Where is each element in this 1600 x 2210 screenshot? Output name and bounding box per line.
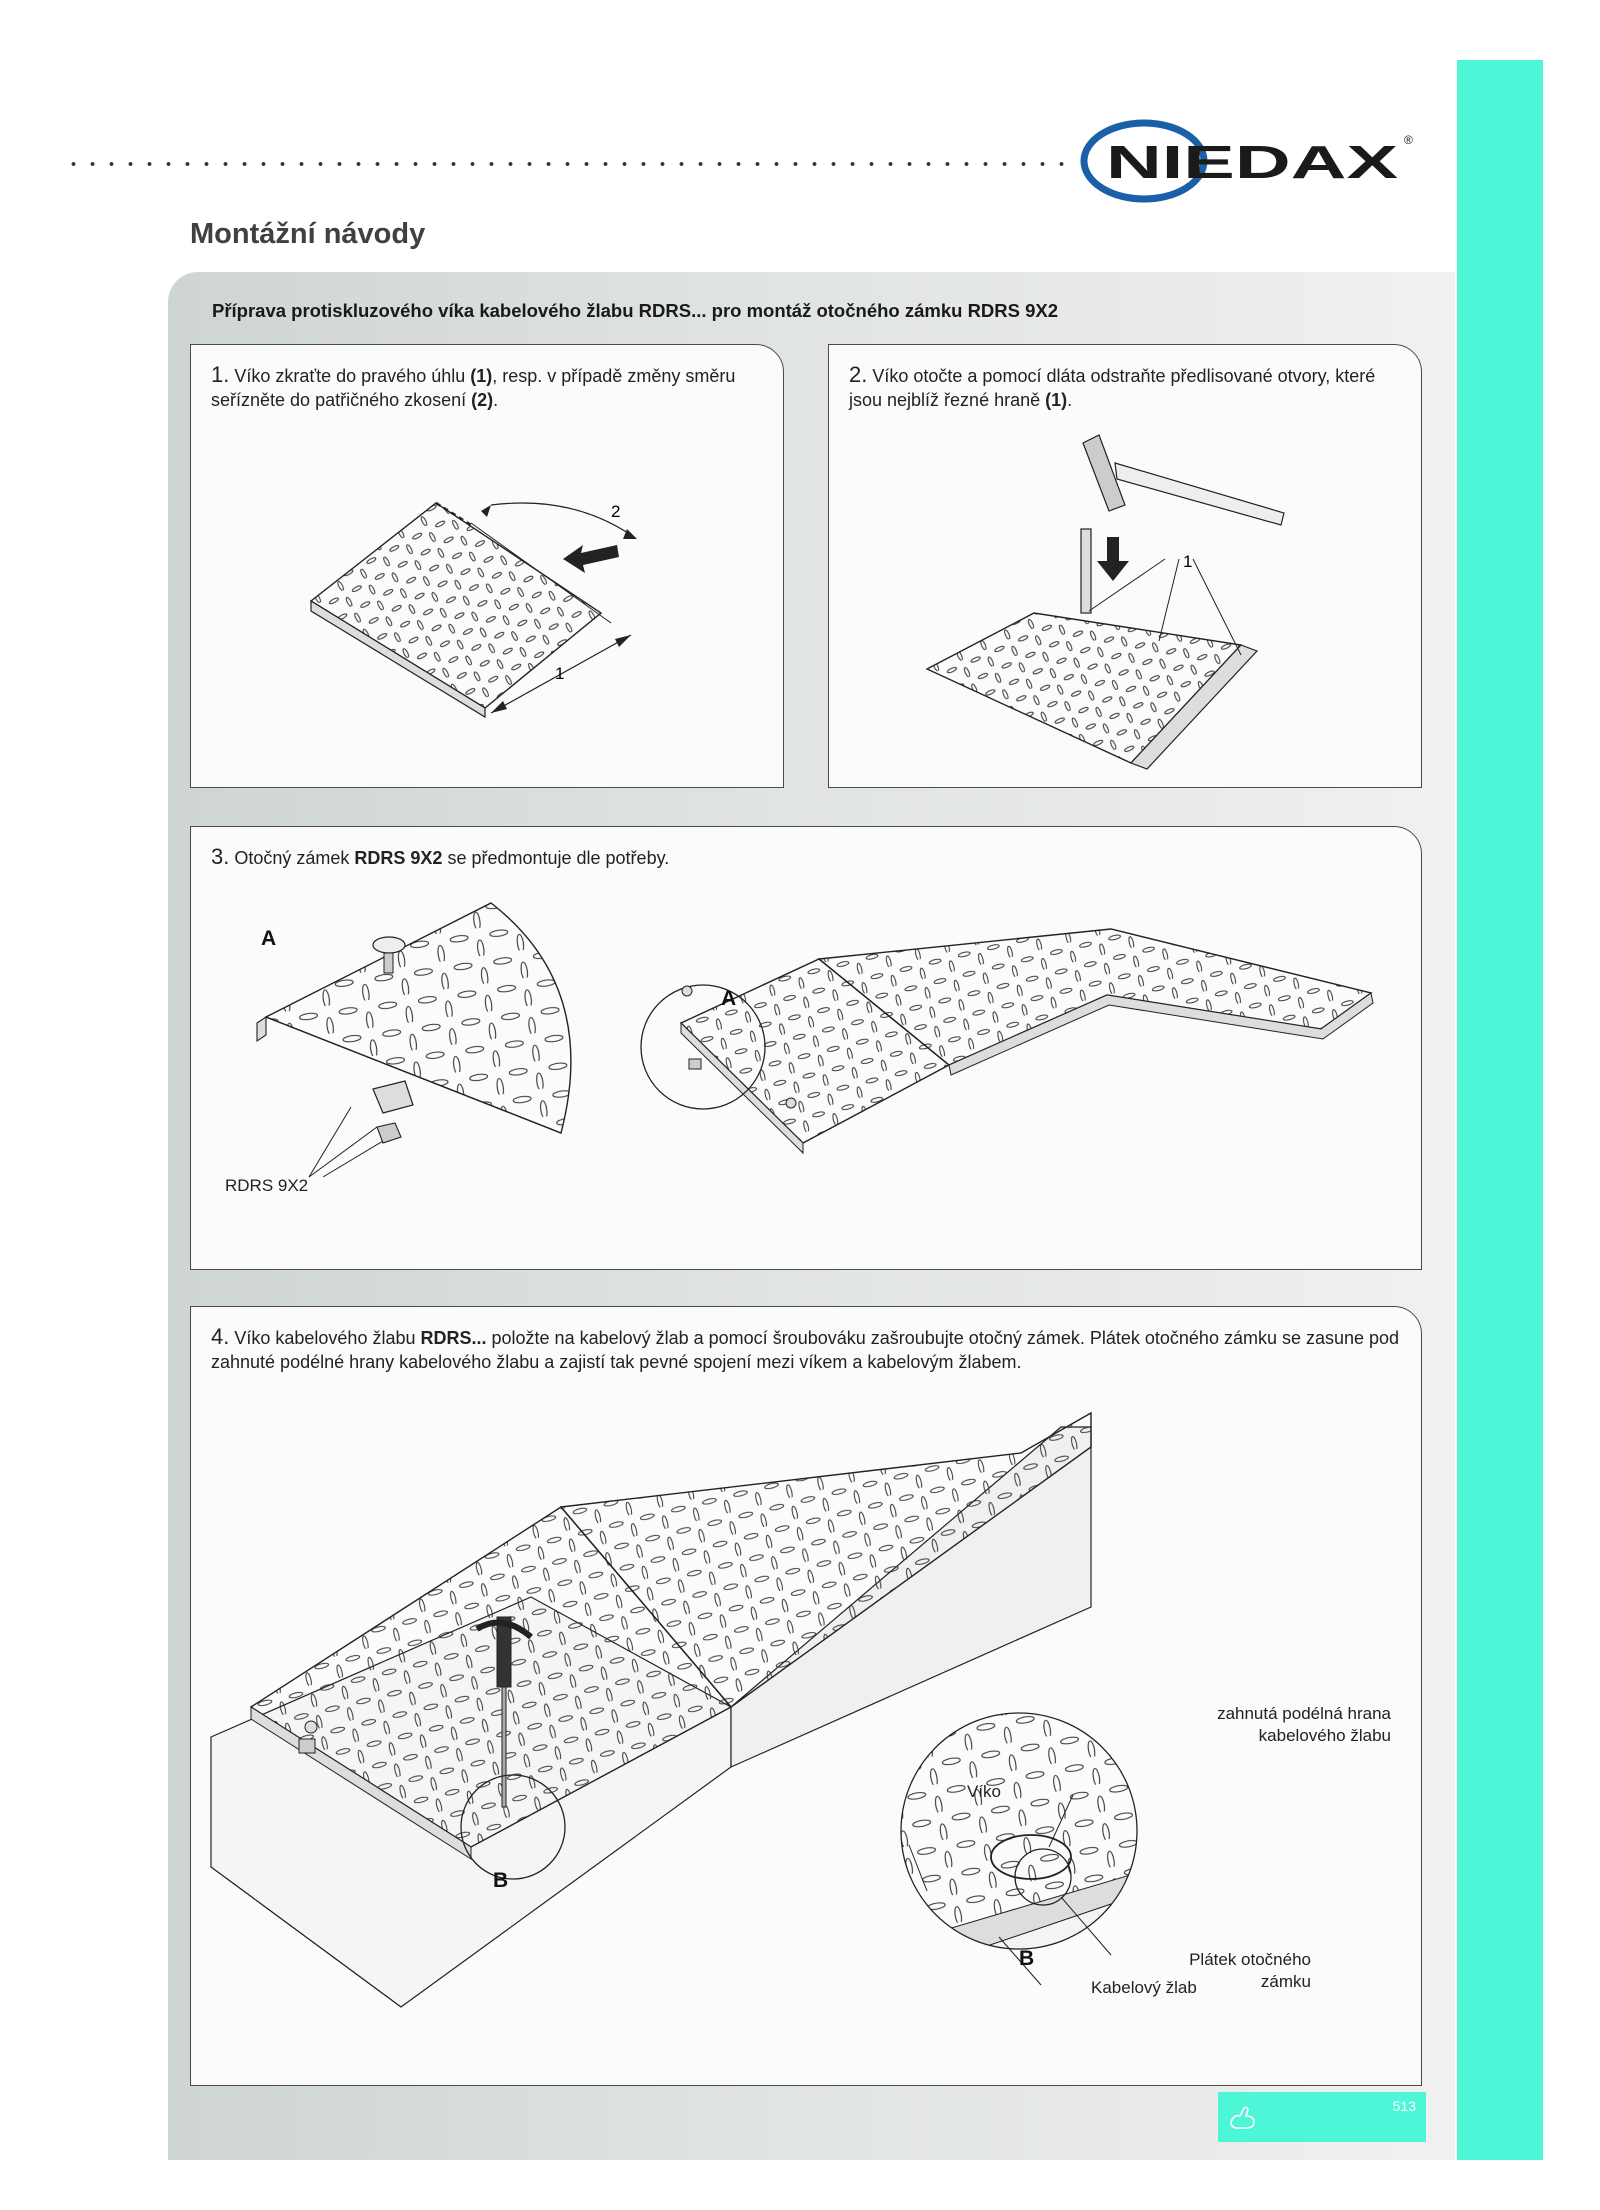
step-4-plate-label: Plátek otočného zámku (1189, 1950, 1311, 1991)
svg-text:®: ® (1404, 133, 1413, 147)
hammer-icon (1083, 435, 1284, 525)
page-number: 513 (1392, 2098, 1416, 2114)
step-4-tray-label: Kabelový žlab (1091, 1978, 1197, 1997)
step-4-lid-label: Víko (967, 1782, 1002, 1801)
niedax-logo (1078, 116, 1430, 206)
step-3-panel (190, 826, 1422, 1270)
step-2-text: 2. Víko otočte a pomocí dláta odstraňte předlisované otvory, které jsou nejblíž řezné hraně (1). (849, 362, 1376, 410)
step-3-part-label: RDRS 9X2 (225, 1176, 309, 1195)
section-heading: Příprava protiskluzového víka kabelového žlabu RDRS... pro montáž otočného zámku RDRS 9X2 (212, 300, 1059, 321)
step-3-detail-diagram (191, 827, 611, 1271)
page-number-box (1218, 2092, 1426, 2142)
svg-text:1: 1 (1183, 552, 1193, 571)
chisel-icon (1081, 529, 1091, 613)
step-2-panel (828, 344, 1422, 788)
step-3-detail-letter: A (261, 927, 277, 950)
step-4-detail-letter: B (1019, 1947, 1035, 1970)
svg-text:2: 2 (611, 502, 621, 521)
svg-text:1: 1 (555, 664, 565, 683)
step-1-text: 1. Víko zkraťte do pravého úhlu (1), resp. v případě změny směru seřízněte do patřičného zkosení (2). (211, 362, 736, 410)
step-1-diagram (191, 345, 785, 789)
step-3-overview-diagram (631, 887, 1411, 1267)
step-3-overview-letter: A (721, 987, 737, 1010)
step-4-panel (190, 1306, 1422, 2086)
hand-pointer-icon (1228, 2104, 1258, 2130)
step-4-text: 4. Víko kabelového žlabu RDRS... položte na kabelový žlab a pomocí šroubováku zašroubujte otočný zámek. Plátek otočného zámku se zasune pod zahnuté podélné hrany kabelového žlabu a zajistí tak pevné spojení mezi víkem a kabelovým žlabem. (211, 1324, 1400, 1372)
step-4-edge-label: zahnutá podélná hrana kabelového žlabu (1217, 1704, 1391, 1745)
step-2-diagram (829, 345, 1423, 789)
dotted-rule (64, 160, 1074, 168)
page-title: Montážní návody (190, 218, 426, 250)
step-3-text: 3. Otočný zámek RDRS 9X2 se předmontuje dle potřeby. (211, 844, 670, 869)
side-accent-strip (1457, 60, 1543, 2160)
step-4-overview-letter: B (493, 1869, 509, 1892)
svg-text:NIEDAX: NIEDAX (1106, 136, 1399, 188)
step-1-panel (190, 344, 784, 788)
